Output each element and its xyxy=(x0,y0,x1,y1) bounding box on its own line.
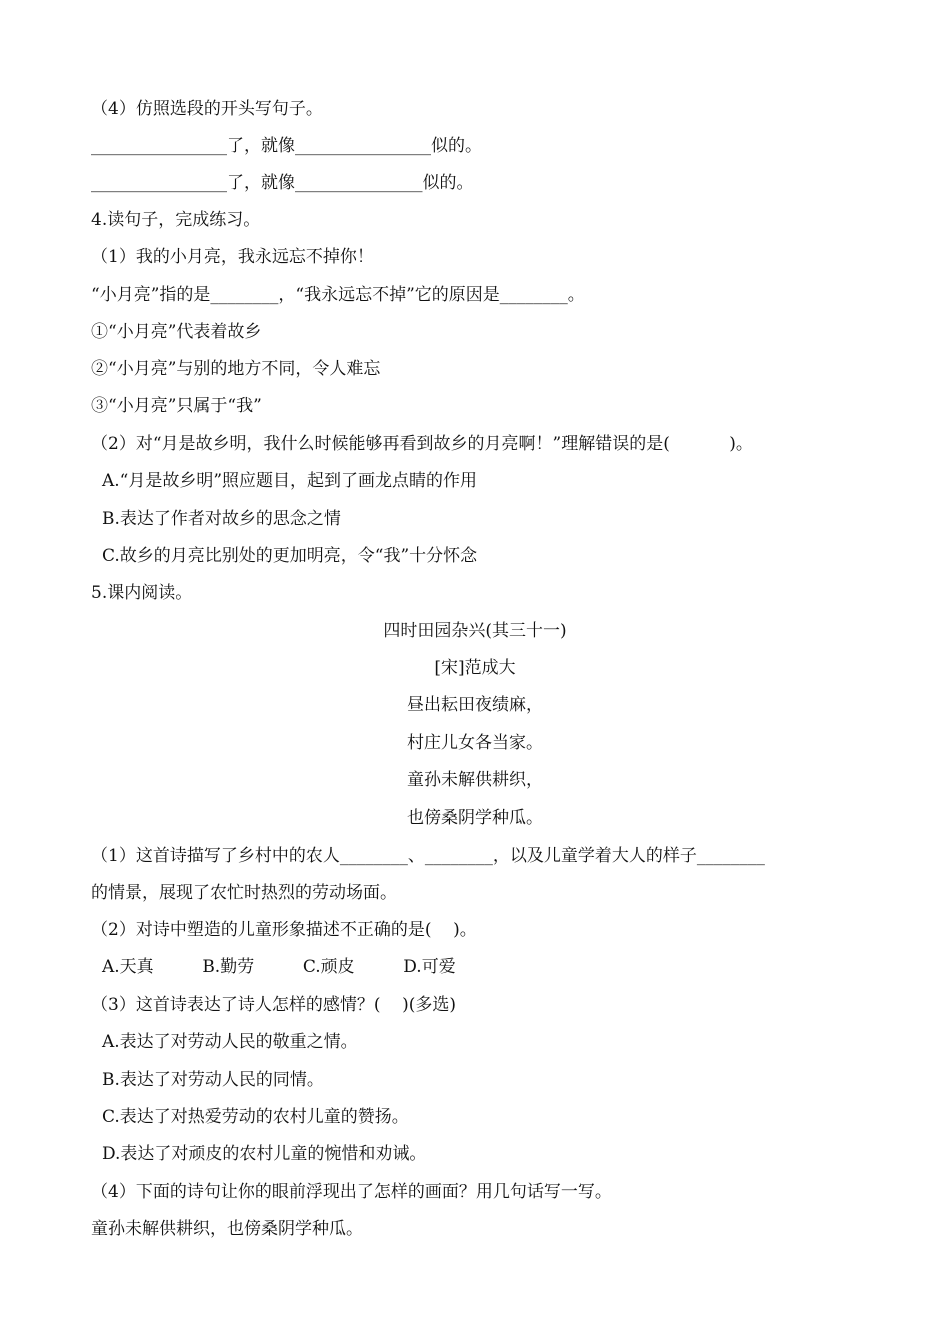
poem-line: 也傍桑阴学种瓜。 xyxy=(407,808,543,828)
poem-title: 四时田园杂兴(其三十一) xyxy=(383,621,567,641)
q5-1-question: （1）这首诗描写了乡村中的农人________、________，以及儿童学着大人的样子________ xyxy=(91,846,765,866)
q5-3-option: C.表达了对热爱劳动的农村儿童的赞扬。 xyxy=(102,1107,409,1127)
q4-1-option: ②“小月亮”与别的地方不同，令人难忘 xyxy=(91,359,381,379)
q3-4-answer-line-1: ________________了，就像________________似的。 xyxy=(91,136,482,156)
q3-4-answer-line-2: ________________了，就像_______________似的。 xyxy=(91,173,474,193)
q4-2-question: （2）对“月是故乡明，我什么时候能够再看到故乡的月亮啊！”理解错误的是( )。 xyxy=(91,434,753,454)
q5-4-question: （4）下面的诗句让你的眼前浮现出了怎样的画面？用几句话写一写。 xyxy=(91,1182,612,1202)
q5-3-option: B.表达了对劳动人民的同情。 xyxy=(102,1070,324,1090)
q5-2-question: （2）对诗中塑造的儿童形象描述不正确的是( )。 xyxy=(91,920,477,940)
q4-title: 4.读句子，完成练习。 xyxy=(91,210,261,230)
q3-4-prompt: （4）仿照选段的开头写句子。 xyxy=(91,99,323,119)
q5-title: 5.课内阅读。 xyxy=(91,583,193,603)
q5-2-options: A.天真 B.勤劳 C.顽皮 D.可爱 xyxy=(102,957,456,977)
q4-1-option: ①“小月亮”代表着故乡 xyxy=(91,322,262,342)
poem-line: 童孙未解供耕织， xyxy=(407,770,543,790)
q5-3-question: （3）这首诗表达了诗人怎样的感情？( )(多选) xyxy=(91,995,456,1015)
q4-1-option: ③“小月亮”只属于“我” xyxy=(91,396,262,416)
q5-3-option: D.表达了对顽皮的农村儿童的惋惜和劝诫。 xyxy=(102,1144,427,1164)
q5-3-option: A.表达了对劳动人民的敬重之情。 xyxy=(102,1032,358,1052)
q4-1-question: “小月亮”指的是________，“我永远忘不掉”它的原因是________。 xyxy=(91,285,585,305)
poem-author: [宋]范成大 xyxy=(434,658,516,678)
q4-1-sentence: （1）我的小月亮，我永远忘不掉你！ xyxy=(91,247,374,267)
q5-1-question-cont: 的情景，展现了农忙时热烈的劳动场面。 xyxy=(91,883,397,903)
q4-2-option: B.表达了作者对故乡的思念之情 xyxy=(102,509,341,529)
q4-2-option: C.故乡的月亮比别处的更加明亮，令“我”十分怀念 xyxy=(102,546,478,566)
q5-4-quote: 童孙未解供耕织，也傍桑阴学种瓜。 xyxy=(91,1219,363,1239)
q4-2-option: A.“月是故乡明”照应题目，起到了画龙点睛的作用 xyxy=(102,471,478,491)
poem-line: 村庄儿女各当家。 xyxy=(407,733,543,753)
poem-line: 昼出耘田夜绩麻， xyxy=(407,695,543,715)
